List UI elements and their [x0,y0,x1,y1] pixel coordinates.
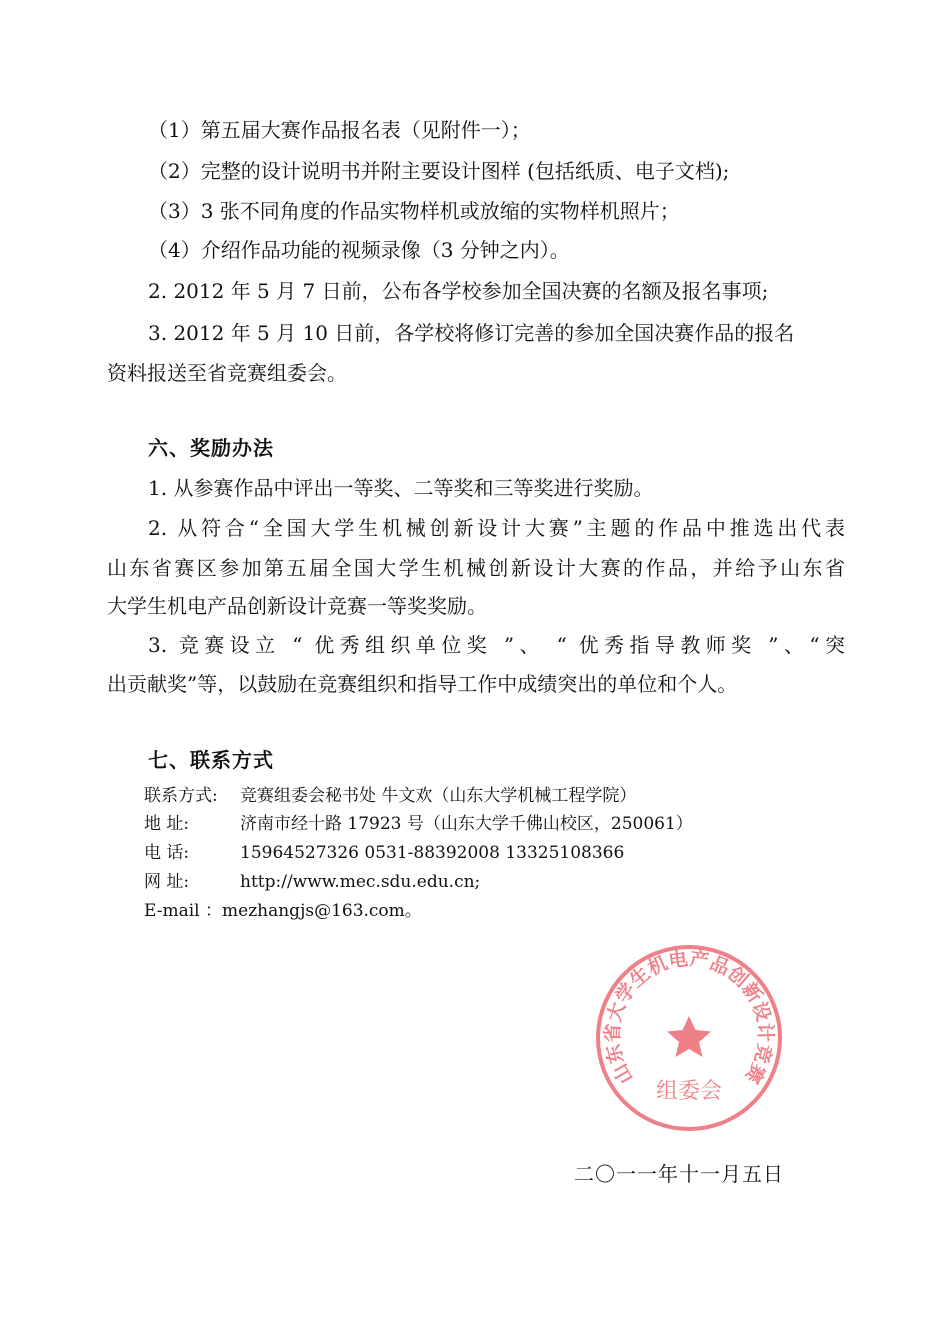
official-seal [593,942,785,1134]
seal-center-text: 组委会 [655,1079,723,1104]
material-item-1: （1）第五届大赛作品报名表（见附件一）； [148,118,531,142]
email-value: mezhangjs@163.com。 [222,901,422,921]
phone-row [144,842,624,864]
signature-date: 二〇一一年十一月五日 [574,1162,784,1186]
schedule-item-3-line-2: 资料报送至省竞赛组委会。 [107,361,347,385]
awards-item-3-line-2: 出贡献奖”等，以鼓励在竞赛组织和指导工作中成绩突出的单位和个人。 [107,672,738,696]
material-item-3: （3）3 张不同角度的作品实物样机或放缩的实物样机照片； [148,199,680,223]
awards-item-2-line-2: 山东省赛区参加第五届全国大学生机械创新设计大赛的作品，并给予山东省 [107,556,845,580]
awards-item-3-line-1: 3. 竞赛设立 “ 优秀组织单位奖 ”、 “ 优秀指导教师奖 ”、“突 [148,633,845,657]
material-item-4: （4）介绍作品功能的视频录像（3 分钟之内）。 [148,238,570,262]
contact-heading: 七、联系方式 [148,748,274,772]
awards-item-2-line-3: 大学生机电产品创新设计竞赛一等奖奖励。 [107,594,487,618]
website-row [144,871,480,893]
material-item-2: （2）完整的设计说明书并附主要设计图样 (包括纸质、电子文档); [148,159,730,183]
schedule-item-3-line-1: 3. 2012 年 5 月 10 日前，各学校将修订完善的参加全国决赛作品的报名 [148,321,795,345]
contact-person-row [144,785,636,807]
email-label: E-mail ： [144,901,223,921]
phone-label: 电 话: [144,843,190,863]
address-label: 地 址: [144,814,190,834]
address-row [144,813,693,835]
website-value: http://www.mec.sdu.edu.cn; [240,872,481,892]
website-label: 网 址: [144,872,190,892]
seal-star-icon [667,1016,711,1057]
awards-item-2-line-1: 2. 从符合“全国大学生机械创新设计大赛”主题的作品中推选出代表 [148,516,845,540]
awards-heading: 六、奖励办法 [148,436,274,460]
address-value: 济南市经十路 17923 号（山东大学千佛山校区，250061） [240,814,693,834]
contact-person-value: 竞赛组委会秘书处 牛文欢（山东大学机械工程学院） [240,786,637,806]
awards-item-1: 1. 从参赛作品中评出一等奖、二等奖和三等奖进行奖励。 [148,476,654,500]
contact-person-label: 联系方式: [144,786,218,806]
email-row [144,900,422,922]
phone-value: 15964527326 0531-88392008 13325108366 [240,843,625,863]
seal-arc-text: 山东省大学生机电产品创新设计竞赛 [601,947,777,1088]
schedule-item-2: 2. 2012 年 5 月 7 日前，公布各学校参加全国决赛的名额及报名事项; [148,279,769,303]
